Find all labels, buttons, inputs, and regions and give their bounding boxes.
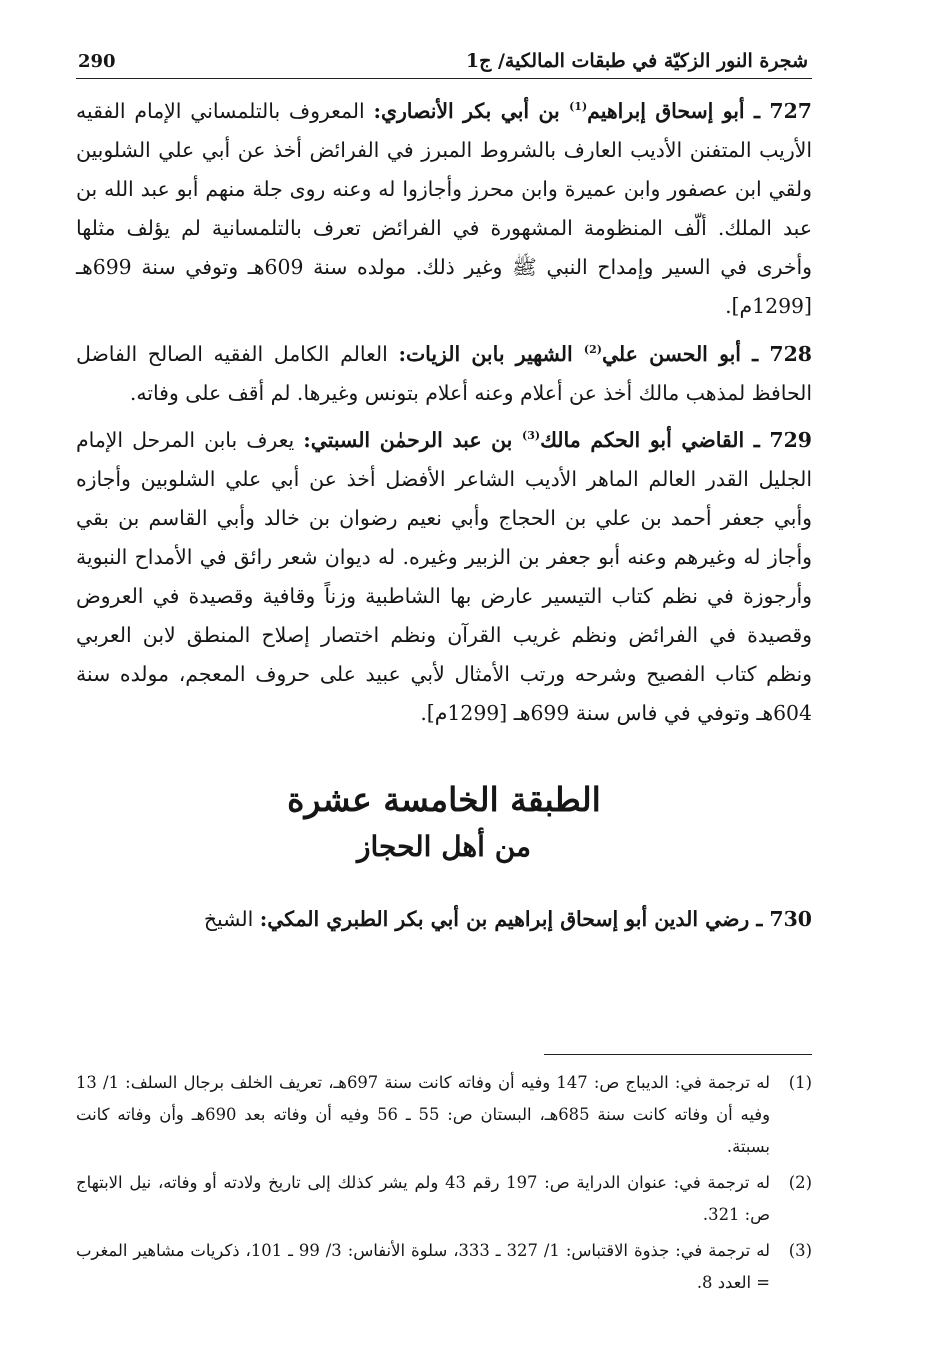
entry-729-heading: 729 ـ القاضي أبو الحكم مالك [540, 428, 812, 453]
footnote-ref-3: (3) [522, 429, 541, 443]
footnote-ref-2: (2) [583, 343, 602, 357]
section-title: الطبقة الخامسة عشرة [287, 779, 601, 819]
entry-729-heading-tail: بن عبد الرحمٰن السبتي: [303, 428, 523, 453]
entry-727-heading: 727 ـ أبو إسحاق إبراهيم [587, 99, 812, 123]
footnote-number-3: (3) [788, 1241, 812, 1260]
footnote-ref-1: (1) [569, 100, 588, 113]
entry-727-body: المعروف بالتلمساني الإمام الفقيه الأريب المتفنن الأديب العارف بالشروط المبرز في الفرائض أخذ عن أبي علي الشلوبين ولقي ابن عصفور وابن عميرة وابن محرز وأجازوا له وعنه روى جلة منهم أبو عبد الله بن عبد الملك. ألّف المنظومة المشهورة في الفرائض تعرف بالتلمسانية لم يؤلف مثلها وأخرى في السير وإمداح النبي ﷺ وغير ذلك. مولده سنة 609هـ وتوفي سنة 699هـ [1299م]. [76, 99, 812, 318]
entry-728-body: العالم الكامل الفقيه الصالح الفاضل الحافظ لمذهب مالك أخذ عن أعلام وعنه أعلام بتونس وغيرها. لم أقف على وفاته. [76, 342, 812, 406]
running-header [76, 44, 812, 79]
entry-728-heading: 728 ـ أبو الحسن علي [601, 342, 812, 367]
footnote-3 [76, 1235, 812, 1299]
page-number: 290 [78, 51, 116, 72]
entry-728-heading-tail: الشهير بابن الزيات: [398, 342, 584, 367]
entry-727-heading-tail: بن أبي بكر الأنصاري: [373, 99, 570, 123]
book-page [76, 44, 812, 1334]
running-title: شجرة النور الزكيّة في طبقات المالكية/ ج1 [465, 50, 808, 72]
section-subtitle: من أهل الحجاز [356, 829, 532, 863]
entry-730-heading: 730 ـ رضي الدين أبو إسحاق إبراهيم بن أبي بكر الطبري المكي: [259, 906, 812, 931]
footnote-2 [76, 1167, 812, 1231]
biography-entry-729 [76, 421, 812, 732]
footnote-number-1: (1) [788, 1073, 812, 1092]
entry-730-body: الشيخ [203, 906, 260, 931]
biography-entry-727 [76, 92, 812, 325]
footnote-1 [76, 1067, 812, 1163]
footnotes [76, 1067, 812, 1303]
footnote-text-2: له ترجمة في: عنوان الدراية ص: 197 رقم 43 ولم يشر كذلك إلى تاريخ ولادته أو وفاته، نيل الابتهاج ص: 321. [76, 1173, 770, 1224]
footnote-text-1: له ترجمة في: الديباج ص: 147 وفيه أن وفاته كانت سنة 697هـ، تعريف الخلف برجال السلف: 1/ 13 وفيه أن وفاته كانت سنة 685هـ، البستان ص: 55 ـ 56 وفيه أن وفاته بعد 690هـ وأن وفاته كانت بسبتة. [76, 1073, 771, 1156]
entry-729-body: يعرف بابن المرحل الإمام الجليل القدر العالم الماهر الأديب الشاعر الأفضل أخذ عن أبي علي الشلوبين وأجازه وأبي جعفر أحمد بن علي بن الحجاج وأبي نعيم رضوان بن خالد وأبي القاسم بن بقي وأجاز له وغيرهم وعنه أبو جعفر بن الزبير وغيره. له ديوان شعر رائق في الأمداح النبوية وأرجوزة في نظم كتاب التيسير عارض بها الشاطبية وزناً وقافية وقصيدة في العروض وقصيدة في الفرائض ونظم غريب القرآن ونظم اختصار إصلاح المنطق لابن العربي ونظم كتاب الفصيح وشرحه ورتب الأمثال لأبي عبيد على حروف المعجم، مولده سنة 604هـ وتوفي في فاس سنة 699هـ [1299م]. [76, 428, 812, 725]
footnote-text-3: له ترجمة في: جذوة الاقتباس: 1/ 327 ـ 333، سلوة الأنفاس: 3/ 99 ـ 101، ذكريات مشاهير المغرب = العدد 8. [76, 1241, 770, 1292]
biography-entry-730 [76, 900, 812, 939]
section-heading [76, 778, 812, 865]
footnote-number-2: (2) [788, 1173, 812, 1192]
footnote-divider [544, 1054, 812, 1055]
biography-entry-728 [76, 335, 812, 413]
